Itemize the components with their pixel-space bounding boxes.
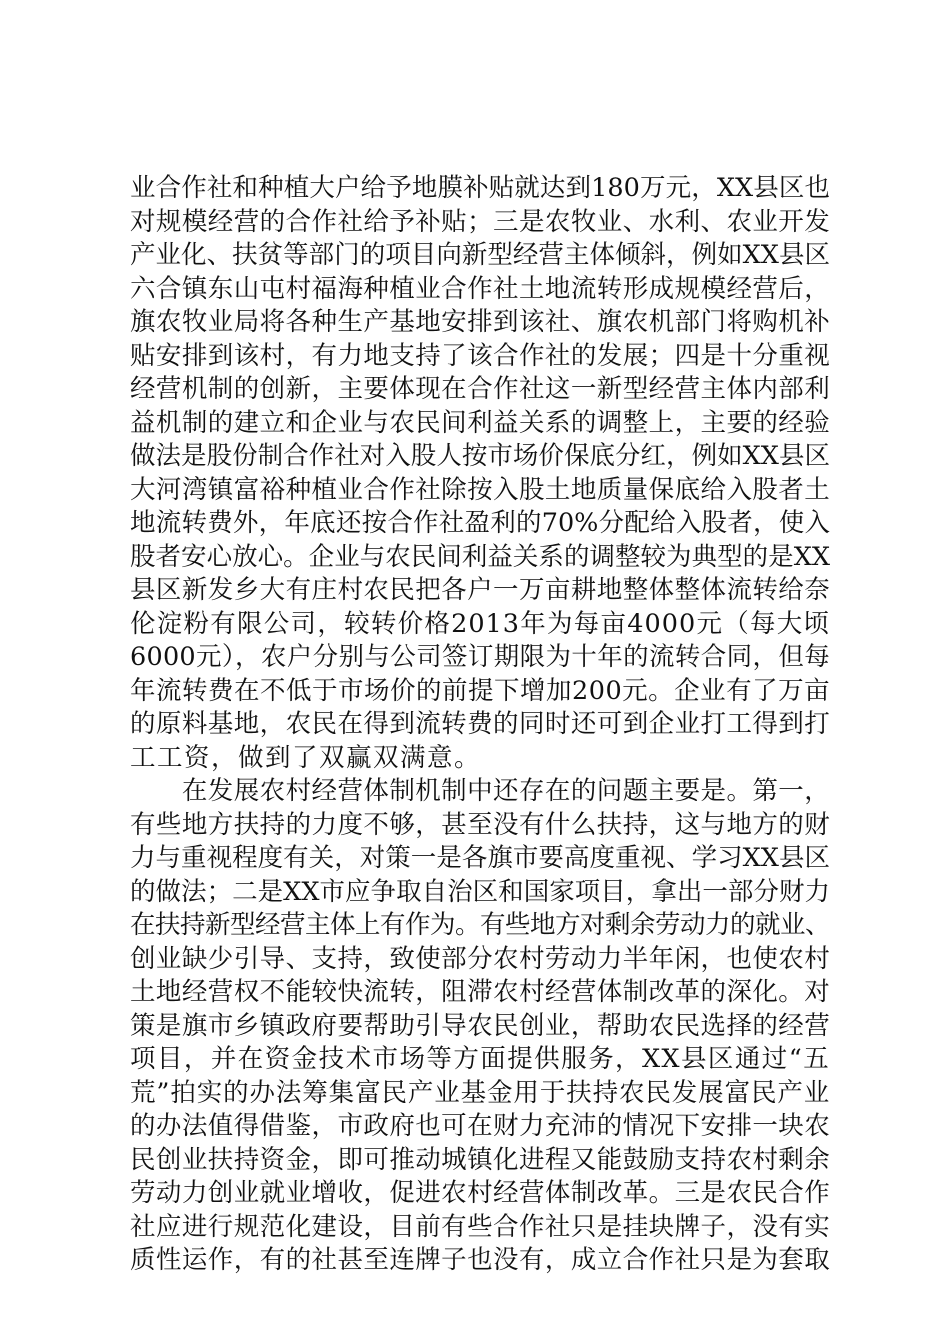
text-line: 年流转费在不低于市场价的前提下增加200元。企业有了万亩 [130,675,831,706]
text-line: 工工资，做到了双赢双满意。 [130,742,482,773]
text-line: 土地经营权不能较快流转，阻滞农村经营体制改革的深化。对 [130,977,830,1007]
text-line: 地流转费外，年底还按合作社盈利的70%分配给入股者，使入 [130,508,830,538]
text-line: 在发展农村经营体制机制中还存在的问题主要是。第一， [130,776,830,806]
text-line: 贴安排到该村，有力地支持了该合作社的发展；四是十分重视 [130,340,830,371]
text-line: 的原料基地，农民在得到流转费的同时还可到企业打工得到打 [130,709,830,739]
text-line: 项目，并在资金技术市场等方面提供服务，XX县区通过“五 [130,1044,830,1074]
text-line: 做法是股份制合作社对入股人按市场价保底分红，例如XX县区 [130,441,830,471]
text-line: 6000元），农户分别与公司签订期限为十年的流转合同，但每 [130,642,830,672]
text-line: 县区新发乡大有庄村农民把各户一万亩耕地整体整体流转给奈 [130,575,830,605]
text-line: 对规模经营的合作社给予补贴；三是农牧业、水利、农业开发 [130,206,830,237]
text-line: 劳动力创业就业增收，促进农村经营体制改革。三是农民合作 [130,1178,830,1208]
text-line: 业合作社和种植大户给予地膜补贴就达到180万元，XX县区也 [130,173,830,203]
text-line: 六合镇东山屯村福海种植业合作社土地流转形成规模经营后， [130,273,830,304]
body-text [130,172,830,1278]
text-line: 大河湾镇富裕种植业合作社除按入股土地质量保底给入股者土 [130,474,830,505]
text-line: 荒”拍实的办法筹集富民产业基金用于扶持农民发展富民产业 [130,1077,830,1108]
text-line: 有些地方扶持的力度不够，甚至没有什么扶持，这与地方的财 [130,809,830,840]
text-line: 的办法值得借鉴，市政府也可在财力充沛的情况下安排一块农 [130,1111,830,1141]
text-line: 伦淀粉有限公司，较转价格2013年为每亩4000元（每大顷 [130,608,830,639]
text-line: 创业缺少引导、支持，致使部分农村劳动力半年闲，也使农村 [130,943,830,974]
text-line: 股者安心放心。企业与农民间利益关系的调整较为典型的是XX [130,541,830,572]
text-line: 经营机制的创新，主要体现在合作社这一新型经营主体内部利 [130,374,830,404]
text-line: 社应进行规范化建设，目前有些合作社只是挂块牌子，没有实 [130,1211,830,1242]
text-line: 产业化、扶贫等部门的项目向新型经营主体倾斜，例如XX县区 [130,240,830,270]
text-line: 益机制的建立和企业与农民间利益关系的调整上，主要的经验 [130,407,830,438]
text-line: 策是旗市乡镇政府要帮助引导农民创业，帮助农民选择的经营 [130,1010,830,1041]
text-line: 力与重视程度有关，对策一是各旗市要高度重视、学习XX县区 [130,843,830,873]
text-line: 的做法；二是XX市应争取自治区和国家项目，拿出一部分财力 [130,876,830,907]
text-line: 质性运作，有的社甚至连牌子也没有，成立合作社只是为套取 [130,1245,830,1275]
text-line: 在扶持新型经营主体上有作为。有些地方对剩余劳动力的就业、 [130,910,831,940]
text-line: 民创业扶持资金，即可推动城镇化进程又能鼓励支持农村剩余 [130,1144,830,1175]
text-line: 旗农牧业局将各种生产基地安排到该社、旗农机部门将购机补 [130,307,830,337]
